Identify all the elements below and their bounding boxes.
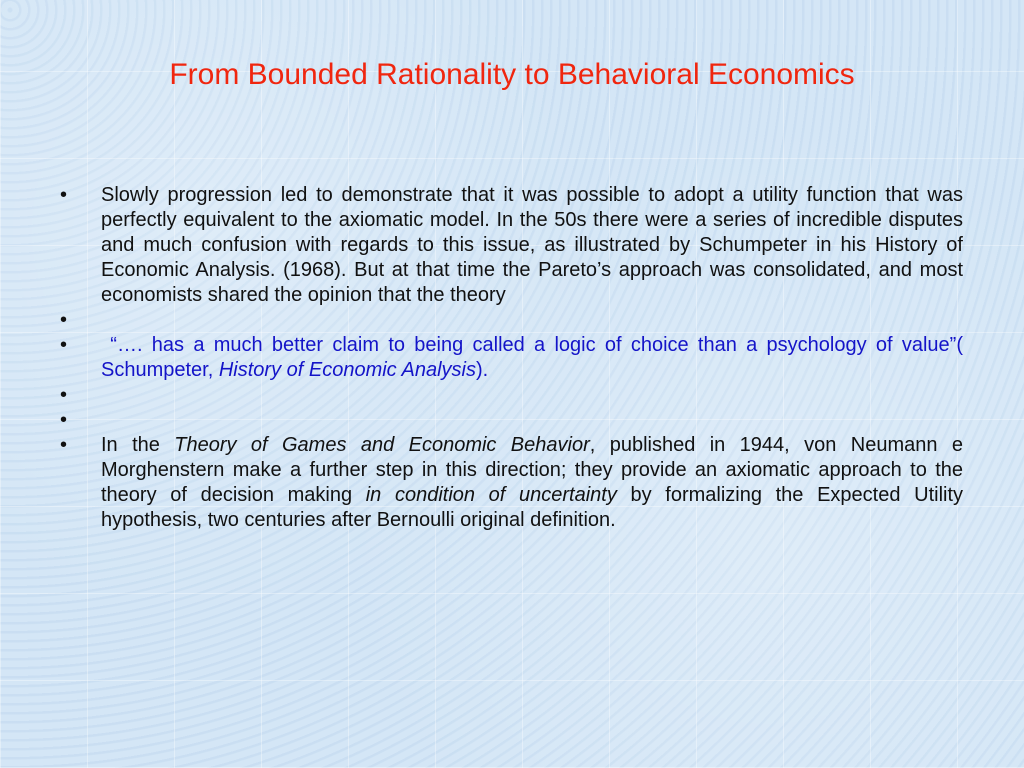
bullet-text-part2: , published in 1944, von Neumann e Morghenstern make a further step in this direction; they provide an axiomatic approach to the theory of decision making	[101, 434, 969, 506]
bullet-list	[60, 183, 969, 533]
bullet-icon: •	[60, 434, 68, 456]
bullet-icon: •	[60, 309, 68, 331]
bullet-item-empty	[60, 383, 963, 408]
book-title: Theory of Games and Economic Behavior	[174, 434, 590, 456]
quote-source: History of Economic Analysis	[218, 359, 476, 381]
bullet-icon: •	[60, 384, 68, 406]
bullet-icon: •	[60, 409, 68, 431]
bullet-item-utility-function	[60, 183, 963, 308]
bullet-item-empty	[60, 308, 963, 333]
bullet-item-theory-of-games	[60, 433, 969, 533]
uncertainty-phrase: in condition of uncertainty	[365, 484, 617, 506]
bullet-text-part3: by formalizing the Expected Utility hypothesis, two centuries after Bernoulli original definition.	[101, 484, 969, 531]
bullet-item-empty	[60, 408, 963, 433]
quote-text: “…. has a much better claim to being called a logic of choice than a psychology of value”( Schumpeter,	[101, 334, 969, 381]
bullet-icon: •	[60, 184, 68, 206]
bullet-icon: •	[60, 334, 68, 356]
bullet-item-schumpeter-quote	[60, 333, 969, 383]
bullet-text-part1: In the	[101, 434, 175, 456]
slide-title: From Bounded Rationality to Behavioral Economics	[169, 58, 855, 91]
bullet-text: Slowly progression led to demonstrate that it was possible to adopt a utility function that was perfectly equivalent to the axiomatic model. In the 50s there were a series of incredible disputes and much confusion with regards to this issue, as illustrated by Schumpeter in his History of Economic Analysis. (1968). But at that time the Pareto’s approach was consolidated, and most economists shared the opinion that the theory	[101, 184, 963, 306]
quote-end: ).	[475, 359, 489, 381]
